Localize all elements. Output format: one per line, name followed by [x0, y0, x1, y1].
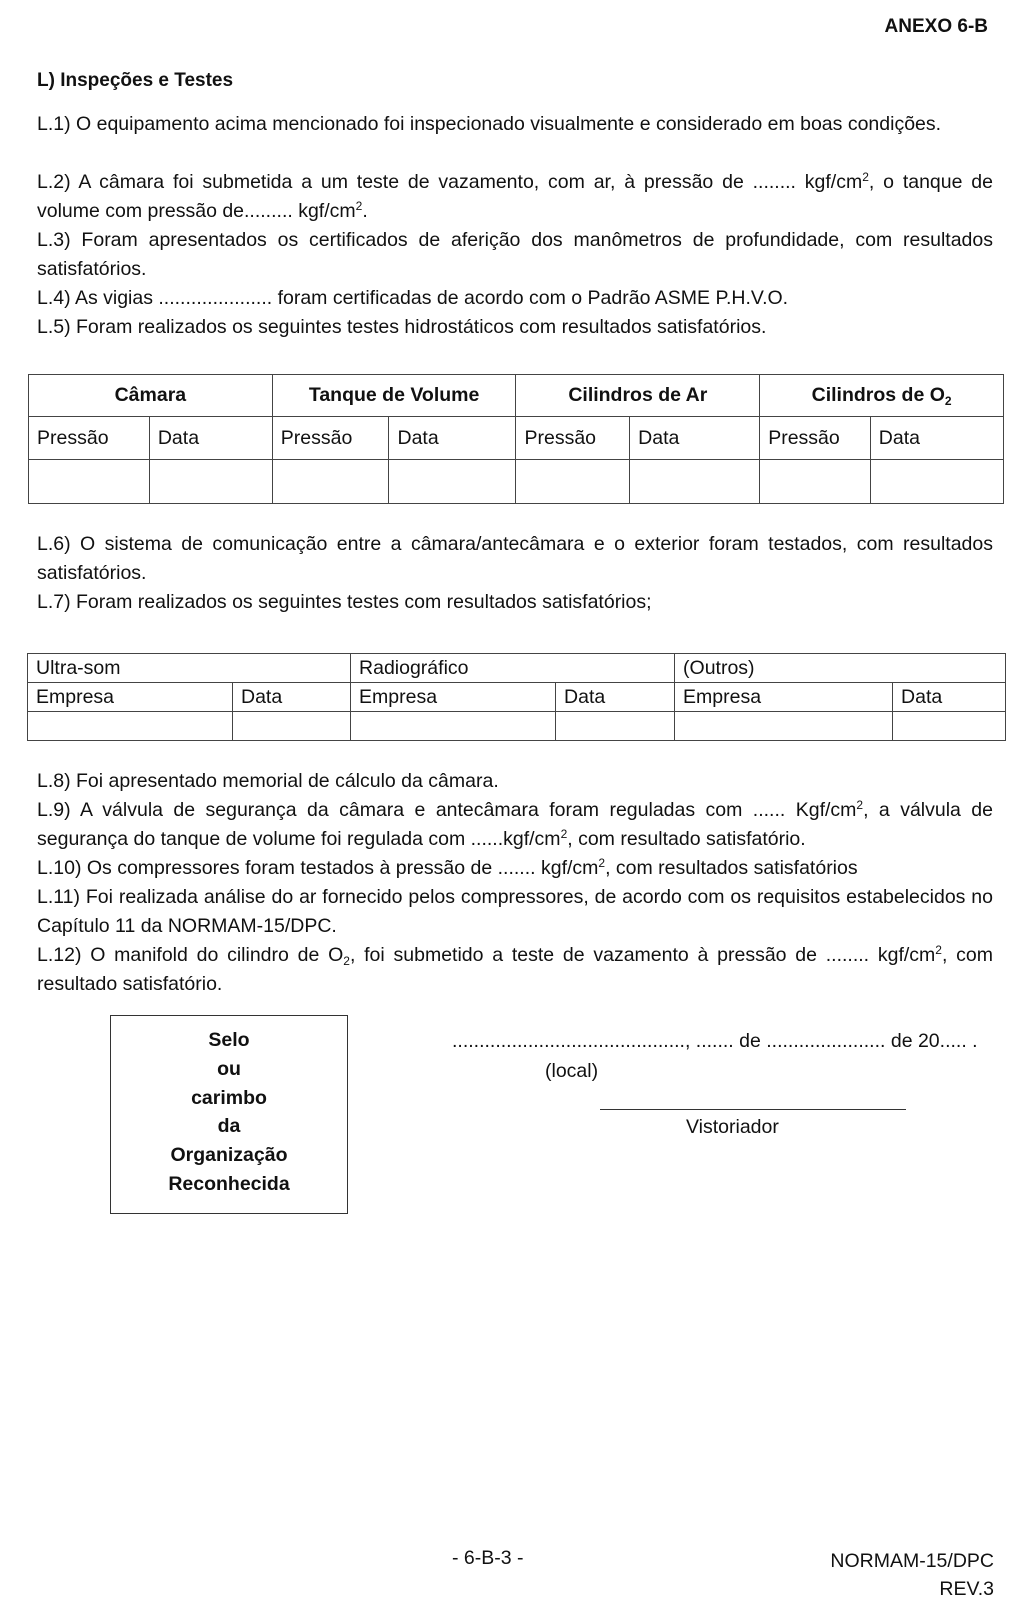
- stamp-line: Selo: [208, 1029, 250, 1051]
- stamp-line: Organização: [170, 1144, 288, 1167]
- place-label: (local): [545, 1060, 599, 1082]
- table-subheader-cell: Data: [149, 417, 272, 460]
- stamp-line: Reconhecida: [168, 1172, 290, 1195]
- signer-label: Vistoriador: [686, 1116, 779, 1138]
- table-cell: [893, 712, 1006, 741]
- item-l1: L.1) O equipamento acima mencionado foi inspecionado visualmente e considerado em boas condições.: [37, 113, 942, 135]
- item-l2: L.2) A câmara foi submetida a um teste de vazamento, com ar, à pressão de ........ kgf/$cm^2$, o tanque de volume com pressão de......... kgf/$cm^2$.: [37, 170, 993, 222]
- table-header-cell: Cilindros de Ar: [516, 375, 760, 417]
- annex-label: ANEXO 6-B: [884, 16, 988, 37]
- stamp-line: carimbo: [191, 1086, 267, 1109]
- table-cell: [760, 460, 871, 504]
- table-header-cell: Tanque de Volume: [272, 375, 516, 417]
- hydrostatic-tests-table: [28, 374, 1004, 504]
- table-subheader-cell: Data: [233, 683, 351, 712]
- table-cell: [516, 460, 630, 504]
- table-subheader-cell: Data: [893, 683, 1006, 712]
- item-l12: L.12) O manifold do cilindro de $O_2$, foi submetido a teste de vazamento à pressão de ........ kgf/$cm^2$, com resultado satisfatório.: [37, 943, 993, 995]
- norm-label: NORMAM-15/DPC: [830, 1550, 994, 1572]
- table-header-row: [29, 375, 1004, 417]
- stamp-line: ou: [217, 1057, 241, 1080]
- table-header-cell: Radiográfico: [351, 654, 675, 683]
- table-header-cell: Ultra-som: [28, 654, 351, 683]
- table-subheader-cell: Data: [389, 417, 516, 460]
- table-subheader-row: [28, 683, 1006, 712]
- table-cell: [870, 460, 1003, 504]
- item-l11: L.11) Foi realizada análise do ar fornecido pelos compressores, de acordo com os requisitos estabelecidos no Capítulo 11 da NORMAM-15/DPC.: [37, 886, 993, 937]
- stamp-line: da: [217, 1115, 241, 1138]
- place-date-line: ..........................................., ....... de ...................... de 20..... .: [452, 1030, 978, 1052]
- table-cell: [351, 712, 556, 741]
- table-subheader-cell: Empresa: [351, 683, 556, 712]
- signature-line: [600, 1109, 906, 1110]
- footer-reference: [830, 1547, 994, 1603]
- table-header-row: [28, 654, 1006, 683]
- table-cell: [556, 712, 675, 741]
- item-l4: L.4) As vigias ..................... foram certificadas de acordo com o Padrão ASME P.H.V.O.: [37, 287, 789, 309]
- table-cell: [28, 712, 233, 741]
- item-l5: L.5) Foram realizados os seguintes testes hidrostáticos com resultados satisfatórios.: [37, 316, 767, 338]
- table-subheader-cell: Pressão: [516, 417, 630, 460]
- table-empty-row: [29, 460, 1004, 504]
- other-tests-table: [27, 653, 1006, 741]
- item-l6: L.6) O sistema de comunicação entre a câmara/antecâmara e o exterior foram testados, com resultados satisfatórios.: [37, 533, 993, 584]
- stamp-box: [110, 1015, 348, 1214]
- revision-label: REV.3: [939, 1578, 994, 1600]
- table-header-cell: (Outros): [675, 654, 1006, 683]
- table-cell: [29, 460, 150, 504]
- item-l10: L.10) Os compressores foram testados à pressão de ....... kgf/$cm^2$, com resultados satisfatórios: [37, 856, 858, 879]
- section-title: L) Inspeções e Testes: [37, 70, 234, 91]
- table-subheader-cell: Empresa: [675, 683, 893, 712]
- table-empty-row: [28, 712, 1006, 741]
- table-subheader-cell: Data: [870, 417, 1003, 460]
- table-cell: [233, 712, 351, 741]
- table-subheader-cell: Pressão: [272, 417, 389, 460]
- table-subheader-cell: Pressão: [760, 417, 871, 460]
- item-l7: L.7) Foram realizados os seguintes testes com resultados satisfatórios;: [37, 591, 652, 613]
- table-cell: [389, 460, 516, 504]
- table-cell: [149, 460, 272, 504]
- item-l3: L.3) Foram apresentados os certificados de aferição dos manômetros de profundidade, com resultados satisfatórios.: [37, 229, 993, 280]
- table-subheader-cell: Data: [556, 683, 675, 712]
- item-l8: L.8) Foi apresentado memorial de cálculo da câmara.: [37, 770, 499, 792]
- table-cell: [272, 460, 389, 504]
- table-subheader-cell: Pressão: [29, 417, 150, 460]
- table-header-cell: Câmara: [29, 375, 273, 417]
- item-l9: L.9) A válvula de segurança da câmara e antecâmara foram reguladas com ...... Kgf/$cm^2$, a válvula de segurança do tanque de volume foi regulada com $......kgf/cm^2$, com resultado satisfatório.: [37, 798, 994, 850]
- table-subheader-cell: Data: [630, 417, 760, 460]
- table-cell: [630, 460, 760, 504]
- table-subheader-row: [29, 417, 1004, 460]
- table-header-cell: Cilindros de $O_2$: [760, 375, 1004, 417]
- table-subheader-cell: Empresa: [28, 683, 233, 712]
- table-cell: [675, 712, 893, 741]
- page-number: - 6-B-3 -: [452, 1547, 524, 1569]
